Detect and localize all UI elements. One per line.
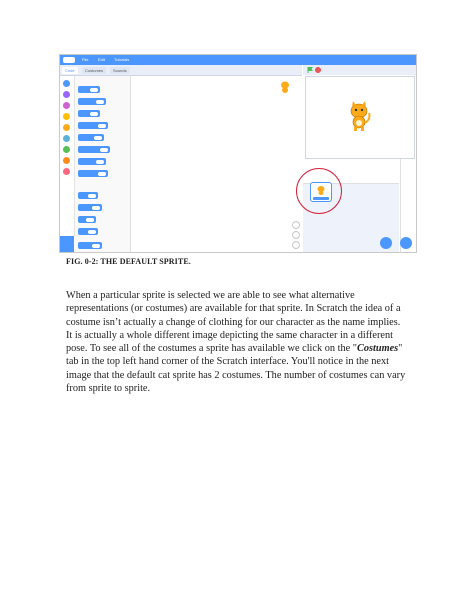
category-operators bbox=[63, 146, 70, 153]
paragraph-text: " tab in the top left hand corner of the Scratch interface. You'll notice in the next image that the default cat sprite has 2 costumes. The number of costumes can vary from sprite to sprite. bbox=[66, 343, 406, 395]
category-control bbox=[63, 124, 70, 131]
stage bbox=[305, 76, 415, 159]
stop-icon bbox=[315, 67, 321, 73]
scratch-screenshot-figure bbox=[59, 54, 417, 253]
cat-sprite-icon bbox=[346, 101, 372, 131]
block bbox=[78, 192, 98, 199]
category-my-blocks bbox=[63, 168, 70, 175]
choose-sprite-icon bbox=[380, 237, 392, 249]
block bbox=[78, 242, 102, 249]
category-looks bbox=[63, 91, 70, 98]
menu-item-edit: Edit bbox=[98, 57, 105, 62]
block-category-palette bbox=[60, 76, 75, 236]
add-extension-icon bbox=[60, 236, 74, 252]
tab-code: Code bbox=[62, 67, 78, 74]
block bbox=[78, 98, 106, 105]
scratch-logo bbox=[63, 57, 75, 63]
category-events bbox=[63, 113, 70, 120]
scratch-menu-bar bbox=[60, 55, 416, 65]
blocks-area bbox=[75, 76, 131, 252]
zoom-reset-icon bbox=[292, 241, 300, 249]
menu-item-file: File bbox=[82, 57, 89, 62]
block bbox=[78, 86, 100, 93]
block bbox=[78, 134, 104, 141]
block bbox=[78, 170, 108, 177]
block bbox=[78, 146, 110, 153]
category-variables bbox=[63, 157, 70, 164]
block bbox=[78, 216, 96, 223]
menu-item-tutorials: Tutorials bbox=[114, 57, 130, 62]
cat-sprite-icon bbox=[279, 80, 291, 94]
block bbox=[78, 110, 100, 117]
block bbox=[78, 204, 102, 211]
zoom-in-icon bbox=[292, 221, 300, 229]
zoom-out-icon bbox=[292, 231, 300, 239]
category-sensing bbox=[63, 135, 70, 142]
block bbox=[78, 228, 98, 235]
category-sound bbox=[63, 102, 70, 109]
choose-backdrop-icon bbox=[400, 237, 412, 249]
category-motion bbox=[63, 80, 70, 87]
paragraph-text: When a particular sprite is selected we are able to see what alternative representations (or costumes) are available for that sprite. In Scratch the idea of a costume isn’t actually a change of clothing for our character as the name implies. It is actually a whole different image depicting the same character in a different pose. To see all of the costumes a sprite has available we click on the " bbox=[66, 290, 401, 355]
costumes-emphasis: Costumes bbox=[356, 343, 399, 355]
highlight-circle bbox=[296, 168, 342, 214]
script-area bbox=[131, 76, 302, 252]
tab-costumes: Costumes bbox=[82, 67, 106, 74]
body-paragraph bbox=[66, 289, 408, 395]
block bbox=[78, 122, 108, 129]
block bbox=[78, 158, 106, 165]
green-flag-icon bbox=[307, 67, 313, 73]
figure-caption: FIG. 0-2: THE DEFAULT SPRITE. bbox=[66, 257, 191, 266]
editor-tabs bbox=[60, 65, 302, 76]
tab-sounds: Sounds bbox=[110, 67, 130, 74]
stage-header bbox=[303, 65, 416, 75]
